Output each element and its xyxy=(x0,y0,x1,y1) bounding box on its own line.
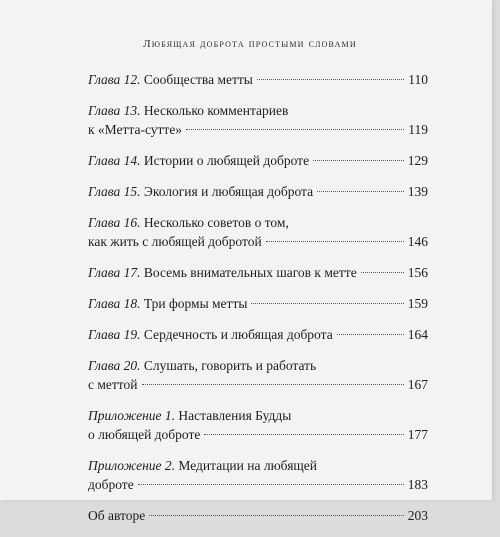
dot-leader xyxy=(317,191,404,192)
page-number: 110 xyxy=(408,72,428,87)
chapter-title-line: Несколько советов о том, xyxy=(143,215,289,230)
toc-entry xyxy=(88,182,428,201)
chapter-number: Глава 16. xyxy=(88,215,141,230)
toc-entry xyxy=(88,325,428,344)
toc-entry xyxy=(88,356,428,394)
page-number: 139 xyxy=(407,184,428,199)
chapter-title-line: Истории о любящей доброте xyxy=(143,153,310,168)
page-number: 129 xyxy=(407,153,428,168)
chapter-title-line: Три формы метты xyxy=(143,296,248,311)
page-number: 203 xyxy=(407,508,428,523)
chapter-title-line: Наставления Будды xyxy=(178,408,292,423)
toc-entry xyxy=(88,406,428,444)
toc-entry xyxy=(88,294,428,313)
dot-leader xyxy=(204,434,403,435)
chapter-number: Приложение 1. xyxy=(88,408,176,423)
dot-leader xyxy=(257,79,404,80)
dot-leader xyxy=(266,241,404,242)
chapter-number: Глава 18. xyxy=(88,296,141,311)
chapter-number: Глава 15. xyxy=(88,184,141,199)
chapter-number: Приложение 2. xyxy=(88,458,176,473)
chapter-number: Глава 14. xyxy=(88,153,141,168)
page-number: 164 xyxy=(407,327,428,342)
chapter-title-line: Восемь внимательных шагов к метте xyxy=(143,265,357,280)
page-number: 156 xyxy=(407,265,428,280)
page-number: 159 xyxy=(407,296,428,311)
chapter-title-line: Слушать, говорить и работать xyxy=(143,358,317,373)
dot-leader xyxy=(337,334,404,335)
chapter-title-line: Экология и любящая доброта xyxy=(143,184,314,199)
toc-entry xyxy=(88,70,428,89)
chapter-title-line: с меттой xyxy=(88,377,138,392)
toc-entry xyxy=(88,101,428,139)
dot-leader xyxy=(142,384,404,385)
page-number: 119 xyxy=(408,122,428,137)
chapter-title-line: к «Метта-сутте» xyxy=(88,122,183,137)
page-number: 183 xyxy=(407,477,428,492)
dot-leader xyxy=(149,515,404,516)
chapter-number: Глава 17. xyxy=(88,265,141,280)
chapter-number: Глава 12. xyxy=(88,72,141,87)
toc-entry xyxy=(88,263,428,282)
chapter-title-line: Об авторе xyxy=(88,508,146,523)
dot-leader xyxy=(138,484,404,485)
chapter-title-line: о любящей доброте xyxy=(88,427,201,442)
chapter-title-line: Несколько комментариев xyxy=(143,103,289,118)
dot-leader xyxy=(186,129,404,130)
chapter-title-line: доброте xyxy=(88,477,134,492)
toc-entry xyxy=(88,506,428,525)
page-number: 177 xyxy=(407,427,428,442)
chapter-number: Глава 19. xyxy=(88,327,141,342)
dot-leader xyxy=(313,160,404,161)
chapter-title-line: Сердечность и любящая доброта xyxy=(143,327,333,342)
toc-entry xyxy=(88,213,428,251)
page-number: 167 xyxy=(407,377,428,392)
table-of-contents xyxy=(88,70,428,537)
toc-entry xyxy=(88,456,428,494)
page-number: 146 xyxy=(407,234,428,249)
running-header: Любящая доброта простыми словами xyxy=(143,38,357,50)
chapter-number: Глава 20. xyxy=(88,358,141,373)
chapter-title-line: Медитации на любящей xyxy=(178,458,318,473)
dot-leader xyxy=(251,303,403,304)
chapter-title-line: Сообщества метты xyxy=(143,72,253,87)
dot-leader xyxy=(361,272,404,273)
toc-entry xyxy=(88,151,428,170)
chapter-title-line: как жить с любящей добротой xyxy=(88,234,262,249)
chapter-number: Глава 13. xyxy=(88,103,141,118)
